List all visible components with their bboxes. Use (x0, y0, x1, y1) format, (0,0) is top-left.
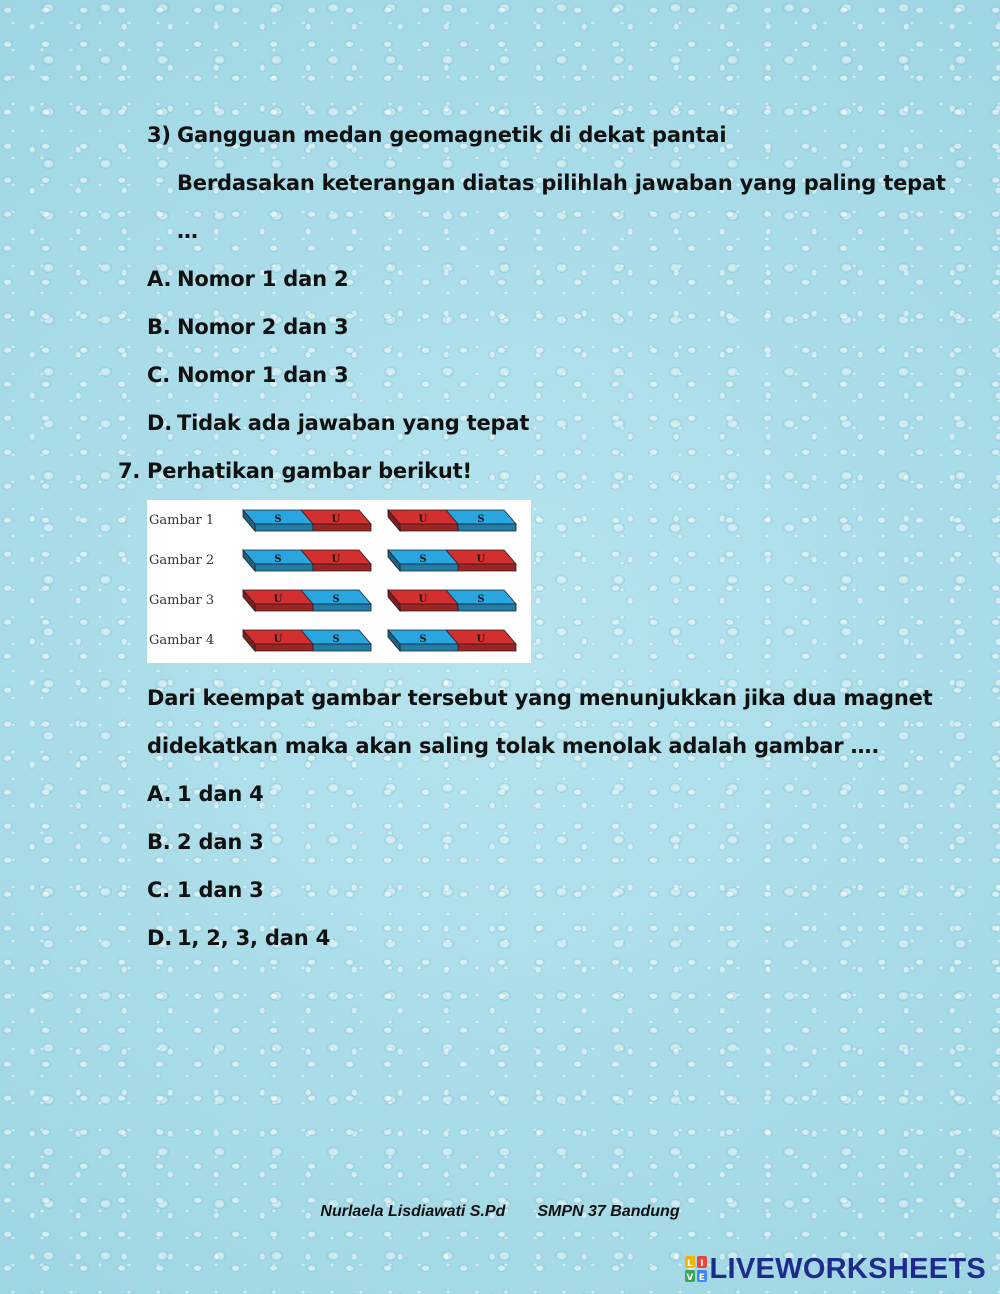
magnet-front-face (255, 644, 313, 651)
footer-school: SMPN 37 Bandung (537, 1203, 680, 1220)
magnet-front-face (400, 644, 458, 651)
q6-option-a[interactable] (0, 267, 600, 295)
magnet-front-face (313, 604, 371, 611)
magnet-pole-label: U (331, 554, 341, 565)
magnet-pole-s-gambar-1-left (243, 510, 313, 531)
magnet-pole-label: U (273, 634, 283, 645)
option-text: Nomor 1 dan 3 (177, 363, 349, 387)
magnet-pole-s-gambar-4-right (388, 630, 458, 651)
magnet-pole-label: U (273, 594, 283, 605)
q7-option-b[interactable] (0, 830, 600, 858)
magnet-pole-label: U (331, 514, 341, 525)
logo-letter: E (698, 1273, 705, 1282)
magnet-front-face (458, 604, 516, 611)
magnet-figure (147, 500, 531, 663)
q7-option-a[interactable] (0, 782, 600, 810)
option-letter: C. (147, 878, 170, 902)
magnet-pole-u-gambar-4-left (243, 630, 313, 651)
q7-header (0, 459, 1000, 487)
magnet-pole-label: S (477, 594, 485, 605)
option-text: 2 dan 3 (177, 830, 264, 854)
magnet-front-face (313, 524, 371, 531)
magnet-pole-label: S (274, 554, 282, 565)
option-letter: A. (147, 782, 172, 806)
q6-item-3-number: 3) (147, 123, 171, 147)
magnet-front-face (313, 564, 371, 571)
q7-number: 7. (118, 459, 141, 483)
magnet-pole-label: U (418, 594, 428, 605)
option-text: Tidak ada jawaban yang tepat (177, 411, 530, 435)
gambar-label: Gambar 4 (149, 633, 215, 648)
page-footer (0, 1203, 1000, 1221)
q7-question-line-2: didekatkan maka akan saling tolak menolak adalah gambar …. (147, 734, 880, 758)
magnet-pole-label: S (332, 594, 340, 605)
logo-letter: V (685, 1273, 694, 1282)
logo-letter: I (699, 1259, 704, 1269)
magnet-front-face (400, 604, 458, 611)
magnet-pole-label: S (274, 514, 282, 525)
option-letter: D. (147, 926, 173, 950)
option-letter: D. (147, 411, 173, 435)
option-letter: C. (147, 363, 170, 387)
magnet-pole-label: U (418, 514, 428, 525)
magnet-front-face (458, 644, 516, 651)
magnet-front-face (313, 644, 371, 651)
option-letter: A. (147, 267, 172, 291)
magnet-pole-label: S (332, 634, 340, 645)
logo-letter: L (686, 1259, 693, 1269)
magnet-front-face (458, 564, 516, 571)
magnet-front-face (255, 604, 313, 611)
gambar-label: Gambar 2 (149, 553, 215, 568)
magnet-pole-label: U (476, 554, 486, 565)
option-text: Nomor 1 dan 2 (177, 267, 349, 291)
magnet-pole-s-gambar-2-right (388, 550, 458, 571)
q6-instruction-line-2: … (177, 219, 198, 243)
gambar-label: Gambar 3 (149, 593, 215, 608)
q6-instruction-line-1: Berdasakan keterangan diatas pilihlah jawaban yang paling tepat (177, 171, 946, 195)
magnet-figure-svg (147, 500, 531, 663)
q7-option-d[interactable] (0, 926, 600, 954)
q6-option-c[interactable] (0, 363, 600, 391)
option-text: 1 dan 4 (177, 782, 264, 806)
magnet-pole-s-gambar-2-left (243, 550, 313, 571)
gambar-label: Gambar 1 (149, 513, 215, 528)
option-text: 1 dan 3 (177, 878, 264, 902)
q7-question-line-1: Dari keempat gambar tersebut yang menunjukkan jika dua magnet (147, 686, 933, 710)
magnet-front-face (400, 524, 458, 531)
option-letter: B. (147, 315, 171, 339)
brand-name: LIVEWORKSHEETS (709, 1252, 986, 1285)
option-text: 1, 2, 3, dan 4 (177, 926, 330, 950)
magnet-front-face (458, 524, 516, 531)
magnet-pole-label: S (477, 514, 485, 525)
magnet-front-face (400, 564, 458, 571)
footer-author: Nurlaela Lisdiawati S.Pd (320, 1203, 506, 1220)
option-letter: B. (147, 830, 171, 854)
liveworksheets-brand[interactable] (685, 1252, 987, 1286)
option-text: Nomor 2 dan 3 (177, 315, 349, 339)
q7-prompt: Perhatikan gambar berikut! (147, 459, 472, 483)
magnet-front-face (255, 564, 313, 571)
q6-option-b[interactable] (0, 315, 600, 343)
liveworksheets-logo-icon (685, 1256, 707, 1282)
q7-option-c[interactable] (0, 878, 600, 906)
q6-option-d[interactable] (0, 411, 600, 439)
magnet-pole-u-gambar-3-right (388, 590, 458, 611)
magnet-pole-label: U (476, 634, 486, 645)
magnet-pole-label: S (419, 634, 427, 645)
magnet-pole-label: S (419, 554, 427, 565)
magnet-front-face (255, 524, 313, 531)
magnet-pole-u-gambar-3-left (243, 590, 313, 611)
magnet-pole-u-gambar-1-right (388, 510, 458, 531)
q6-item-3-text: Gangguan medan geomagnetik di dekat pantai (177, 123, 727, 147)
q6-item-3 (0, 123, 1000, 151)
